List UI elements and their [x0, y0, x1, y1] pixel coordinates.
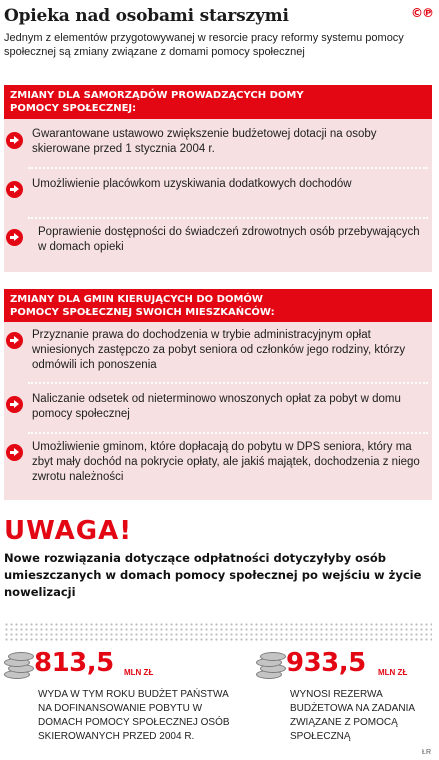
page-title: Opieka nad osobami starszymi: [4, 6, 289, 26]
stat-unit: MLN ZŁ: [378, 668, 408, 677]
arrow-right-icon: [6, 332, 23, 349]
list-item-text: Umożliwienie placówkom uzyskiwania dodatkowych dochodów: [32, 178, 352, 190]
arrow-right-icon: [6, 396, 23, 413]
list-item-text: Naliczanie odsetek od nieterminowo wnoszonych opłat za pobyt w domu pomocy społecznej: [32, 393, 401, 420]
divider: [28, 167, 428, 169]
stat-description: WYNOSI REZERWA BUDŻETOWA NA ZADANIA ZWIĄZANE Z POMOCĄ SPOŁECZNĄ: [290, 689, 415, 742]
arrow-right-icon: [6, 132, 23, 149]
warning-text: Nowe rozwiązania dotyczące odpłatności dotyczyłyby osób umieszczanych w domach pomocy społecznej po wejściu w życie nowelizacji: [4, 551, 422, 599]
arrow-right-icon: [6, 444, 23, 461]
stat-unit: MLN ZŁ: [124, 668, 154, 677]
section-body-samorzady: [4, 119, 432, 272]
author-credit: ŁR: [422, 749, 431, 756]
stat-value: 813,5: [34, 648, 114, 678]
divider: [28, 382, 428, 384]
warning-title: UWAGA!: [4, 516, 133, 546]
list-item-text: Umożliwienie gminom, które dopłacają do pobytu w DPS seniora, który ma zbyt mały dochód na pokrycie opłaty, ale jakiś majątek, dochodzenia z niego zwrotu należności: [32, 441, 420, 483]
section-heading-text: ZMIANY DLA SAMORZĄDÓW PROWADZĄCYCH DOMY POMOCY SPOŁECZNEJ:: [10, 90, 304, 114]
stat-value: 933,5: [286, 648, 366, 678]
coins-icon: [254, 652, 288, 682]
list-item-text: Gwarantowane ustawowo zwiększenie budżetowej dotacji na osoby skierowane przed 1 stycznia 2004 r.: [32, 128, 377, 155]
arrow-right-icon: [6, 229, 23, 246]
section-heading-gminy: [4, 289, 432, 323]
section-body-gminy: [4, 322, 432, 500]
list-item-text: Poprawienie dostępności do świadczeń zdrowotnych osób przebywających w domach opieki: [38, 226, 420, 253]
divider: [28, 432, 428, 434]
arrow-right-icon: [6, 181, 23, 198]
coins-icon: [2, 652, 36, 682]
list-item-text: Przyznanie prawa do dochodzenia w trybie administracyjnym opłat wniesionych zastępczo za pobyt seniora od członków jego rodziny, którzy odmówili ich ponoszenia: [32, 329, 406, 371]
divider: [28, 217, 428, 219]
dotted-separator: [4, 622, 432, 642]
section-heading-text: ZMIANY DLA GMIN KIERUJĄCYCH DO DOMÓW POMOCY SPOŁECZNEJ SWOICH MIESZKAŃCÓW:: [10, 294, 275, 318]
section-heading-samorzady: [4, 85, 432, 119]
stat-description: WYDA W TYM ROKU BUDŻET PAŃSTWA NA DOFINANSOWANIE POBYTU W DOMACH POMOCY SPOŁECZNEJ OSÓB SKIEROWANYCH PRZED 2004 R.: [38, 689, 230, 742]
publisher-logo: ©℗: [411, 6, 433, 20]
page-subtitle: Jednym z elementów przygotowywanej w resorcie pracy reformy systemu pomocy społecznej są zmiany związane z domami pomocy społecznej: [4, 32, 404, 58]
